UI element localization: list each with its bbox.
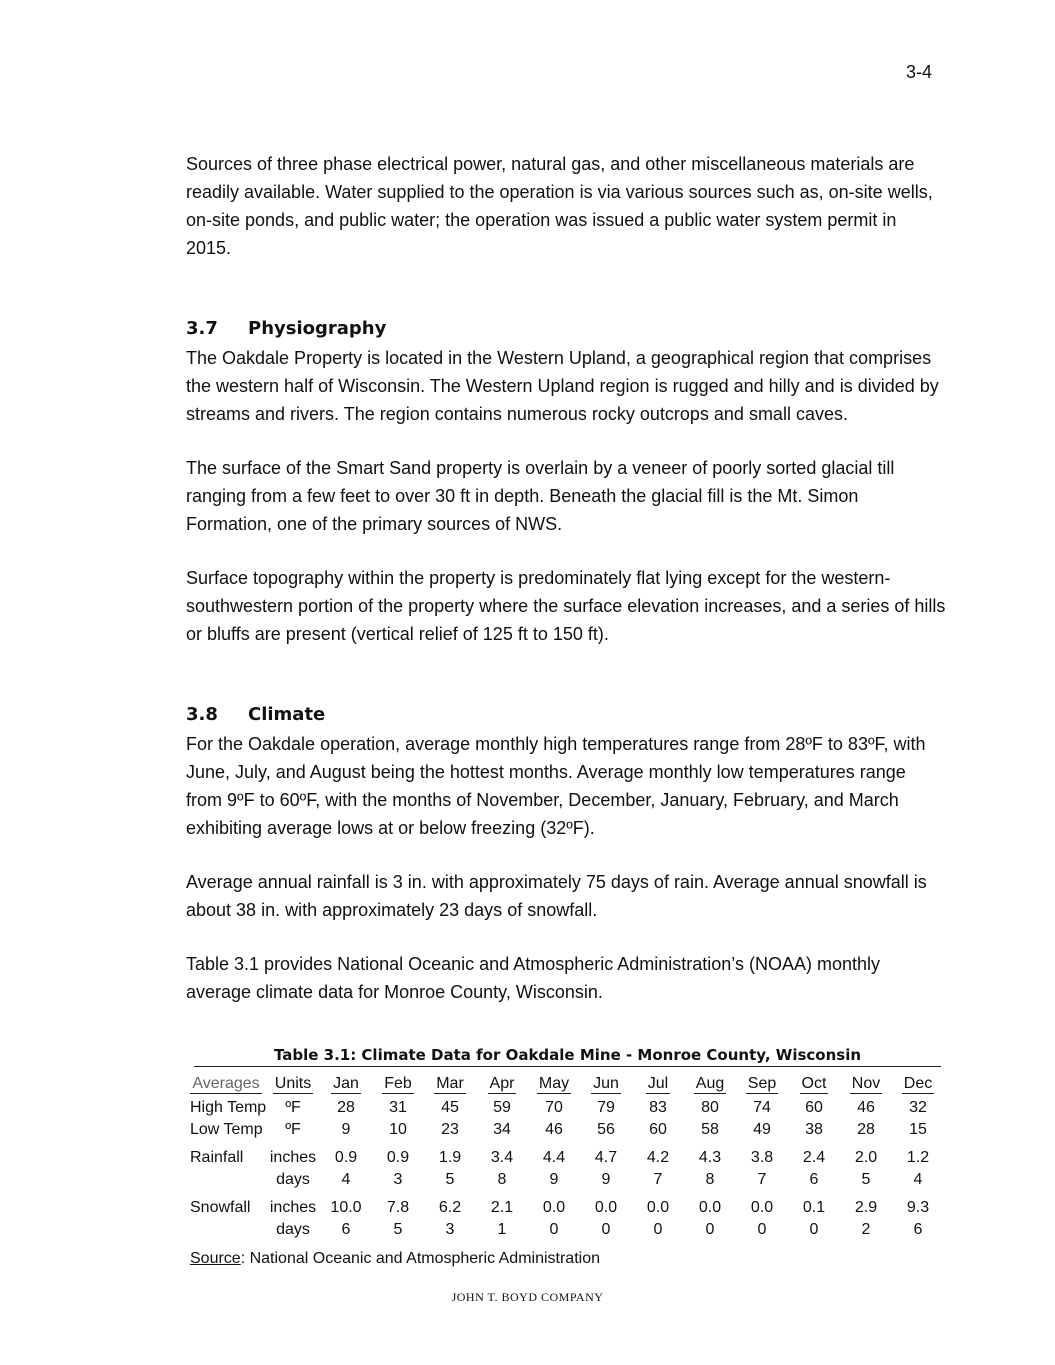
value-cell: 10 xyxy=(389,1121,407,1138)
value-cell: 0.0 xyxy=(542,1199,566,1216)
table-header-row xyxy=(186,1071,944,1097)
header-label: Jul xyxy=(647,1075,669,1092)
value-cell: 0.9 xyxy=(334,1149,358,1166)
value-cell: 6 xyxy=(341,1221,351,1238)
value-cell: 8 xyxy=(497,1171,507,1188)
header-label: Oct xyxy=(801,1075,827,1092)
physiography-paragraph: The Oakdale Property is located in the Western Upland, a geographical region that comprises the western half of Wisconsin. The Western Upland region is rugged and hilly and is divided by streams and rivers. The region contains numerous rocky outcrops and small caves. xyxy=(186,348,939,424)
unit-cell: ºF xyxy=(285,1121,301,1138)
header-label: Nov xyxy=(851,1075,881,1092)
value-cell: 9 xyxy=(601,1171,611,1188)
page-body xyxy=(186,150,946,1006)
intro-paragraph: Sources of three phase electrical power, natural gas, and other miscellaneous materials are readily available. Water supplied to the operation is via various sources such as, on-site wells, on-site ponds, and public water; the operation was issued a public water system permit in 2015. xyxy=(186,154,933,258)
value-cell: 83 xyxy=(649,1099,667,1116)
value-cell: 8 xyxy=(705,1171,715,1188)
value-cell: 6.2 xyxy=(438,1199,462,1216)
section-heading-physiography xyxy=(186,316,946,342)
value-cell: 0.0 xyxy=(750,1199,774,1216)
value-cell: 2.1 xyxy=(490,1199,514,1216)
value-cell: 0.0 xyxy=(594,1199,618,1216)
value-cell: 58 xyxy=(701,1121,719,1138)
value-cell: 7 xyxy=(653,1171,663,1188)
header-month xyxy=(476,1071,528,1097)
header-month xyxy=(736,1071,788,1097)
row-label: High Temp xyxy=(190,1099,266,1116)
value-cell: 4 xyxy=(913,1171,923,1188)
row-label: Rainfall xyxy=(190,1149,244,1166)
climate-paragraph: Average annual rainfall is 3 in. with approximately 75 days of rain. Average annual snowfall is about 38 in. with approximately 23 days of snowfall. xyxy=(186,872,927,920)
header-month xyxy=(684,1071,736,1097)
header-label: Jun xyxy=(593,1075,619,1092)
unit-cell: days xyxy=(276,1221,310,1238)
value-cell: 4.2 xyxy=(646,1149,670,1166)
value-cell: 45 xyxy=(441,1099,459,1116)
value-cell: 32 xyxy=(909,1099,927,1116)
value-cell: 70 xyxy=(545,1099,563,1116)
value-cell: 74 xyxy=(753,1099,771,1116)
value-cell: 1.9 xyxy=(438,1149,462,1166)
table-row xyxy=(186,1219,944,1241)
section-heading-climate xyxy=(186,702,946,728)
value-cell: 28 xyxy=(337,1099,355,1116)
value-cell: 4.7 xyxy=(594,1149,618,1166)
header-units xyxy=(266,1071,320,1097)
header-label: Jan xyxy=(333,1075,359,1092)
unit-cell: days xyxy=(276,1171,310,1188)
header-label: Sep xyxy=(747,1075,777,1092)
climate-paragraph: For the Oakdale operation, average monthly high temperatures range from 28ºF to 83ºF, with June, July, and August being the hottest months. Average monthly low temperatures range from 9ºF to 60ºF, with the months of November, December, January, February, and March exhibiting average lows at or below freezing (32ºF). xyxy=(186,734,926,838)
value-cell: 2.0 xyxy=(854,1149,878,1166)
value-cell: 1.2 xyxy=(906,1149,930,1166)
value-cell: 9 xyxy=(341,1121,351,1138)
table-source xyxy=(190,1250,600,1268)
header-month xyxy=(788,1071,840,1097)
value-cell: 0 xyxy=(705,1221,715,1238)
header-month xyxy=(424,1071,476,1097)
header-label: Mar xyxy=(436,1075,464,1092)
section-number: 3.7 xyxy=(186,318,218,339)
value-cell: 0 xyxy=(653,1221,663,1238)
table-row xyxy=(186,1097,944,1119)
value-cell: 60 xyxy=(805,1099,823,1116)
value-cell: 1 xyxy=(497,1221,507,1238)
value-cell: 60 xyxy=(649,1121,667,1138)
value-cell: 0.9 xyxy=(386,1149,410,1166)
header-label: Units xyxy=(274,1075,312,1092)
header-month xyxy=(372,1071,424,1097)
climate-table-block xyxy=(186,1046,940,1241)
header-month xyxy=(892,1071,944,1097)
value-cell: 2 xyxy=(861,1221,871,1238)
value-cell: 23 xyxy=(441,1121,459,1138)
header-label: Aug xyxy=(695,1075,725,1092)
value-cell: 28 xyxy=(857,1121,875,1138)
value-cell: 46 xyxy=(545,1121,563,1138)
table-row xyxy=(186,1141,944,1169)
value-cell: 38 xyxy=(805,1121,823,1138)
value-cell: 31 xyxy=(389,1099,407,1116)
value-cell: 10.0 xyxy=(330,1199,362,1216)
header-label: Dec xyxy=(903,1075,933,1092)
value-cell: 34 xyxy=(493,1121,511,1138)
value-cell: 0 xyxy=(601,1221,611,1238)
value-cell: 7.8 xyxy=(386,1199,410,1216)
value-cell: 5 xyxy=(393,1221,403,1238)
header-month xyxy=(632,1071,684,1097)
value-cell: 5 xyxy=(861,1171,871,1188)
value-cell: 3.8 xyxy=(750,1149,774,1166)
value-cell: 5 xyxy=(445,1171,455,1188)
value-cell: 3 xyxy=(445,1221,455,1238)
value-cell: 0 xyxy=(549,1221,559,1238)
value-cell: 3 xyxy=(393,1171,403,1188)
row-label: Snowfall xyxy=(190,1199,251,1216)
value-cell: 15 xyxy=(909,1121,927,1138)
value-cell: 4.3 xyxy=(698,1149,722,1166)
company-footer: JOHN T. BOYD COMPANY xyxy=(451,1290,604,1304)
value-cell: 80 xyxy=(701,1099,719,1116)
header-month xyxy=(320,1071,372,1097)
value-cell: 2.9 xyxy=(854,1199,878,1216)
value-cell: 79 xyxy=(597,1099,615,1116)
header-month xyxy=(528,1071,580,1097)
value-cell: 9.3 xyxy=(906,1199,930,1216)
header-label: Averages xyxy=(192,1075,260,1092)
table-title: Table 3.1: Climate Data for Oakdale Mine - Monroe County, Wisconsin xyxy=(194,1046,941,1067)
source-label: Source xyxy=(190,1250,241,1267)
value-cell: 49 xyxy=(753,1121,771,1138)
header-month xyxy=(840,1071,892,1097)
header-label: Apr xyxy=(489,1075,515,1092)
value-cell: 56 xyxy=(597,1121,615,1138)
climate-paragraph: Table 3.1 provides National Oceanic and Atmospheric Administration’s (NOAA) monthly average climate data for Monroe County, Wisconsin. xyxy=(186,954,881,1002)
page-number: 3-4 xyxy=(905,62,932,82)
value-cell: 4.4 xyxy=(542,1149,566,1166)
header-averages xyxy=(186,1071,266,1097)
value-cell: 0.0 xyxy=(646,1199,670,1216)
value-cell: 6 xyxy=(809,1171,819,1188)
row-label: Low Temp xyxy=(190,1121,263,1138)
climate-table xyxy=(186,1071,944,1241)
table-row xyxy=(186,1169,944,1191)
table-row xyxy=(186,1191,944,1219)
row-label xyxy=(186,1219,266,1241)
unit-cell: inches xyxy=(269,1199,317,1216)
value-cell: 3.4 xyxy=(490,1149,514,1166)
physiography-paragraph: The surface of the Smart Sand property is overlain by a veneer of poorly sorted glacial till ranging from a few feet to over 30 ft in depth. Beneath the glacial fill is the Mt. Simon Formation, one of the primary sources of NWS. xyxy=(186,458,895,534)
value-cell: 59 xyxy=(493,1099,511,1116)
table-row xyxy=(186,1119,944,1141)
value-cell: 0.1 xyxy=(802,1199,826,1216)
header-label: Feb xyxy=(384,1075,412,1092)
value-cell: 7 xyxy=(757,1171,767,1188)
value-cell: 0 xyxy=(809,1221,819,1238)
unit-cell: ºF xyxy=(285,1099,301,1116)
value-cell: 2.4 xyxy=(802,1149,826,1166)
value-cell: 4 xyxy=(341,1171,351,1188)
header-label: May xyxy=(538,1075,570,1092)
section-title: Physiography xyxy=(248,318,387,339)
value-cell: 46 xyxy=(857,1099,875,1116)
header-month xyxy=(580,1071,632,1097)
value-cell: 0 xyxy=(757,1221,767,1238)
row-label xyxy=(186,1169,266,1191)
value-cell: 6 xyxy=(913,1221,923,1238)
section-title: Climate xyxy=(248,704,326,725)
value-cell: 0.0 xyxy=(698,1199,722,1216)
source-text: : National Oceanic and Atmospheric Administration xyxy=(240,1250,600,1267)
physiography-paragraph: Surface topography within the property is predominately flat lying except for the western-southwestern portion of the property where the surface elevation increases, and a series of hills or bluffs are present (vertical relief of 125 ft to 150 ft). xyxy=(186,568,946,644)
section-number: 3.8 xyxy=(186,704,218,725)
unit-cell: inches xyxy=(269,1149,317,1166)
value-cell: 9 xyxy=(549,1171,559,1188)
